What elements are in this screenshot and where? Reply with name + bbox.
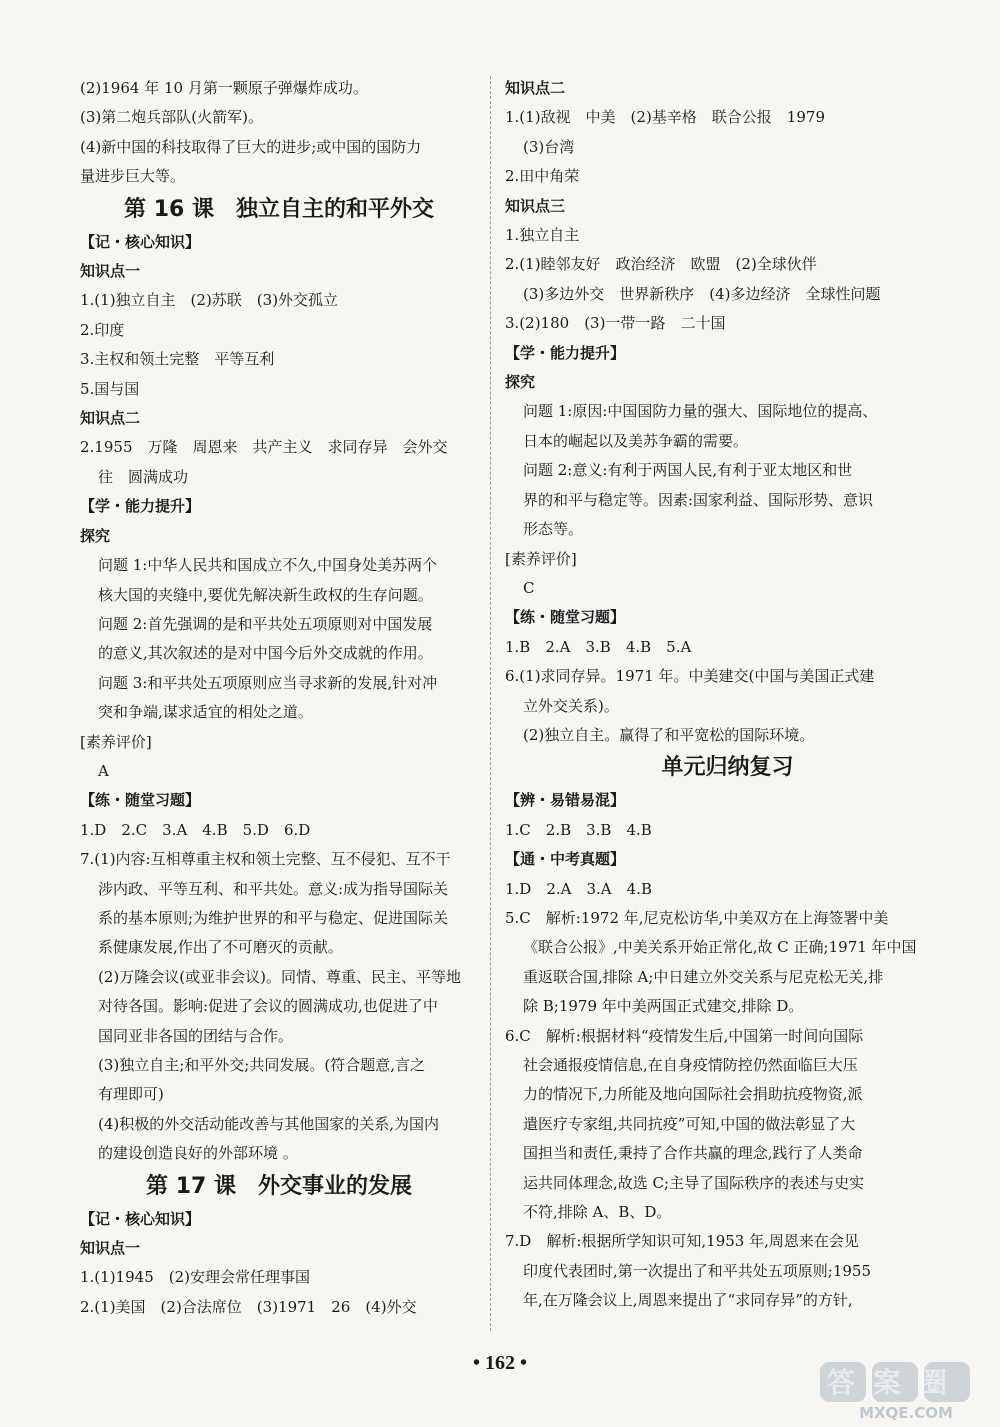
text-line: 突和争端,谋求适宜的相处之道。 xyxy=(98,703,313,722)
right-column xyxy=(505,74,917,1316)
text-line: 2.1955 万隆 周恩来 共产主义 求同存异 会外交 xyxy=(80,438,448,457)
text-line: (3)第二炮兵部队(火箭军)。 xyxy=(80,108,263,127)
text-line: (2)1964 年 10 月第一颗原子弹爆炸成功。 xyxy=(80,79,368,97)
text-line: (2)独立自主。赢得了和平宽松的国际环境。 xyxy=(523,725,815,744)
text-line: 运共同体理念,故选 C;主导了国际秩序的表述与史实 xyxy=(523,1173,865,1192)
text-line: 1.(1)敌视 中美 (2)基辛格 联合公报 1979 xyxy=(505,108,825,127)
text-line: 国同亚非各国的团结与合作。 xyxy=(98,1026,294,1045)
text-line: 7.D 解析:根据所学知识可知,1953 年,周恩来在会见 xyxy=(505,1232,859,1251)
left-column xyxy=(80,74,478,1322)
page-number: • 162 • xyxy=(472,1352,527,1374)
text-line: 2.田中角荣 xyxy=(505,167,580,186)
text-line: 3.主权和领土完整 平等互利 xyxy=(80,350,275,369)
text-line: 的建设创造良好的外部环境 。 xyxy=(98,1144,298,1163)
text-line: 6.(1)求同存异。1971 年。中美建交(中国与美国正式建 xyxy=(505,667,875,686)
text-line: 国担当和责任,秉持了合作共赢的理念,践行了人类命 xyxy=(523,1144,863,1163)
text-line: (3)独立自主;和平外交;共同发展。(符合题意,言之 xyxy=(98,1056,425,1074)
text-line: 1.B 2.A 3.B 4.B 5.A xyxy=(505,637,692,656)
text-line: 界的和平与稳定等。因素:国家利益、国际形势、意识 xyxy=(523,490,874,509)
text-line: 5.C 解析:1972 年,尼克松访华,中美双方在上海签署中美 xyxy=(505,908,889,927)
section-heading: 【学・能力提升】 xyxy=(505,343,626,362)
text-line: 遣医疗专家组,共同抗疫”可知,中国的做法彰显了大 xyxy=(523,1114,856,1133)
lesson-title: 第 17 课 外交事业的发展 xyxy=(146,1173,412,1199)
text-line: 2.(1)美国 (2)合法席位 (3)1971 26 (4)外交 xyxy=(80,1297,417,1316)
column-divider xyxy=(490,76,491,1331)
text-line: 问题 2:首先强调的是和平共处五项原则对中国发展 xyxy=(98,614,433,633)
text-line: 问题 3:和平共处五项原则应当寻求新的发展,针对冲 xyxy=(98,673,438,692)
text-line: (4)新中国的科技取得了巨大的进步;或中国的国防力 xyxy=(80,137,422,156)
text-line: (3)多边外交 世界新秩序 (4)多边经济 全球性问题 xyxy=(523,284,881,303)
text-line: 涉内政、平等互利、和平共处。意义:成为指导国际关 xyxy=(98,879,449,898)
section-heading: 探究 xyxy=(505,373,536,392)
text-line: 不符,排除 A、B、D。 xyxy=(523,1203,672,1222)
section-heading: 【通・中考真题】 xyxy=(505,850,626,869)
text-line: 形态等。 xyxy=(523,520,584,539)
text-line: 《联合公报》,中美关系开始正常化,故 C 正确;1971 年中国 xyxy=(523,938,917,957)
text-line: 1.(1)独立自主 (2)苏联 (3)外交孤立 xyxy=(80,291,339,310)
section-heading: 探究 xyxy=(80,526,111,545)
text-line: 1.D 2.A 3.A 4.B xyxy=(505,879,652,898)
text-line: [素养评价] xyxy=(80,732,152,751)
text-line: 5.国与国 xyxy=(80,379,140,398)
text-line: 对待各国。影响:促进了会议的圆满成功,也促进了中 xyxy=(98,997,438,1016)
text-line: 系健康发展,作出了不可磨灭的贡献。 xyxy=(98,938,343,957)
text-line: (3)台湾 xyxy=(523,137,575,156)
watermark-logo-text: 答案圈 xyxy=(826,1366,966,1399)
text-line: 往 圆满成功 xyxy=(98,467,189,486)
text-line: 3.(2)180 (3)一带一路 二十国 xyxy=(505,314,726,333)
section-heading: 【学・能力提升】 xyxy=(80,497,201,516)
section-heading: 知识点一 xyxy=(80,1239,141,1258)
section-heading: 【记・核心知识】 xyxy=(80,232,201,251)
text-line: 社会通报疫情信息,在自身疫情防控仍然面临巨大压 xyxy=(523,1056,858,1074)
text-line: 的意义,其次叙述的是对中国今后外交成就的作用。 xyxy=(98,644,433,663)
lesson-title: 第 16 课 独立自主的和平外交 xyxy=(124,196,434,222)
section-heading: 知识点二 xyxy=(80,409,141,428)
text-line: (4)积极的外交活动能改善与其他国家的关系,为国内 xyxy=(98,1114,440,1133)
text-line: 系的基本原则;为维护世界的和平与稳定、促进国际关 xyxy=(98,908,449,927)
text-line: 6.C 解析:根据材料“疫情发生后,中国第一时间向国际 xyxy=(505,1026,864,1045)
text-line: C xyxy=(523,578,535,597)
text-line: 日本的崛起以及美苏争霸的需要。 xyxy=(523,431,749,450)
section-heading: 知识点一 xyxy=(80,262,141,281)
text-line: (2)万隆会议(或亚非会议)。同情、尊重、民主、平等地 xyxy=(98,967,461,986)
text-line: A xyxy=(98,761,109,780)
text-line: 1.C 2.B 3.B 4.B xyxy=(505,820,652,839)
text-line: 2.(1)睦邻友好 政治经济 欧盟 (2)全球伙伴 xyxy=(505,255,817,274)
text-line: 年,在万隆会议上,周恩来提出了“求同存异”的方针, xyxy=(523,1291,853,1310)
text-line: 问题 1:中华人民共和国成立不久,中国身处美苏两个 xyxy=(98,556,438,575)
lesson-title: 单元归纳复习 xyxy=(661,755,794,781)
text-line: 7.(1)内容:互相尊重主权和领土完整、互不侵犯、互不干 xyxy=(80,850,451,869)
section-heading: 【记・核心知识】 xyxy=(80,1209,201,1228)
text-line: 问题 2:意义:有利于两国人民,有利于亚太地区和世 xyxy=(523,461,853,480)
section-heading: 【辨・易错易混】 xyxy=(505,791,626,810)
text-line: 量进步巨大等。 xyxy=(80,167,186,186)
section-heading: 【练・随堂习题】 xyxy=(80,791,201,810)
text-line: 印度代表团时,第一次提出了和平共处五项原则;1955 xyxy=(523,1261,871,1280)
text-line: 2.印度 xyxy=(80,320,125,339)
text-line: 立外交关系)。 xyxy=(523,696,619,715)
text-line: 重返联合国,排除 A;中日建立外交关系与尼克松无关,排 xyxy=(523,967,884,986)
watermark-url-text: MXQE.COM xyxy=(859,1404,953,1422)
section-heading: 知识点三 xyxy=(505,196,566,215)
text-line: 力的情况下,力所能及地向国际社会捐助抗疫物资,派 xyxy=(523,1085,863,1104)
text-line: 问题 1:原因:中国国防力量的强大、国际地位的提高、 xyxy=(523,402,878,421)
text-line: 核大国的夹缝中,要优先解决新生政权的生存问题。 xyxy=(98,585,433,604)
text-line: 1.D 2.C 3.A 4.B 5.D 6.D xyxy=(80,820,311,839)
watermark-logo xyxy=(818,1358,998,1422)
text-line: 1.独立自主 xyxy=(505,226,580,245)
text-line: [素养评价] xyxy=(505,549,577,568)
text-line: 除 B;1979 年中美两国正式建交,排除 D。 xyxy=(523,997,804,1016)
text-line: 1.(1)1945 (2)安理会常任理事国 xyxy=(80,1268,310,1287)
text-line: 有理即可) xyxy=(98,1085,164,1104)
section-heading: 【练・随堂习题】 xyxy=(505,608,626,627)
section-heading: 知识点二 xyxy=(505,79,566,97)
